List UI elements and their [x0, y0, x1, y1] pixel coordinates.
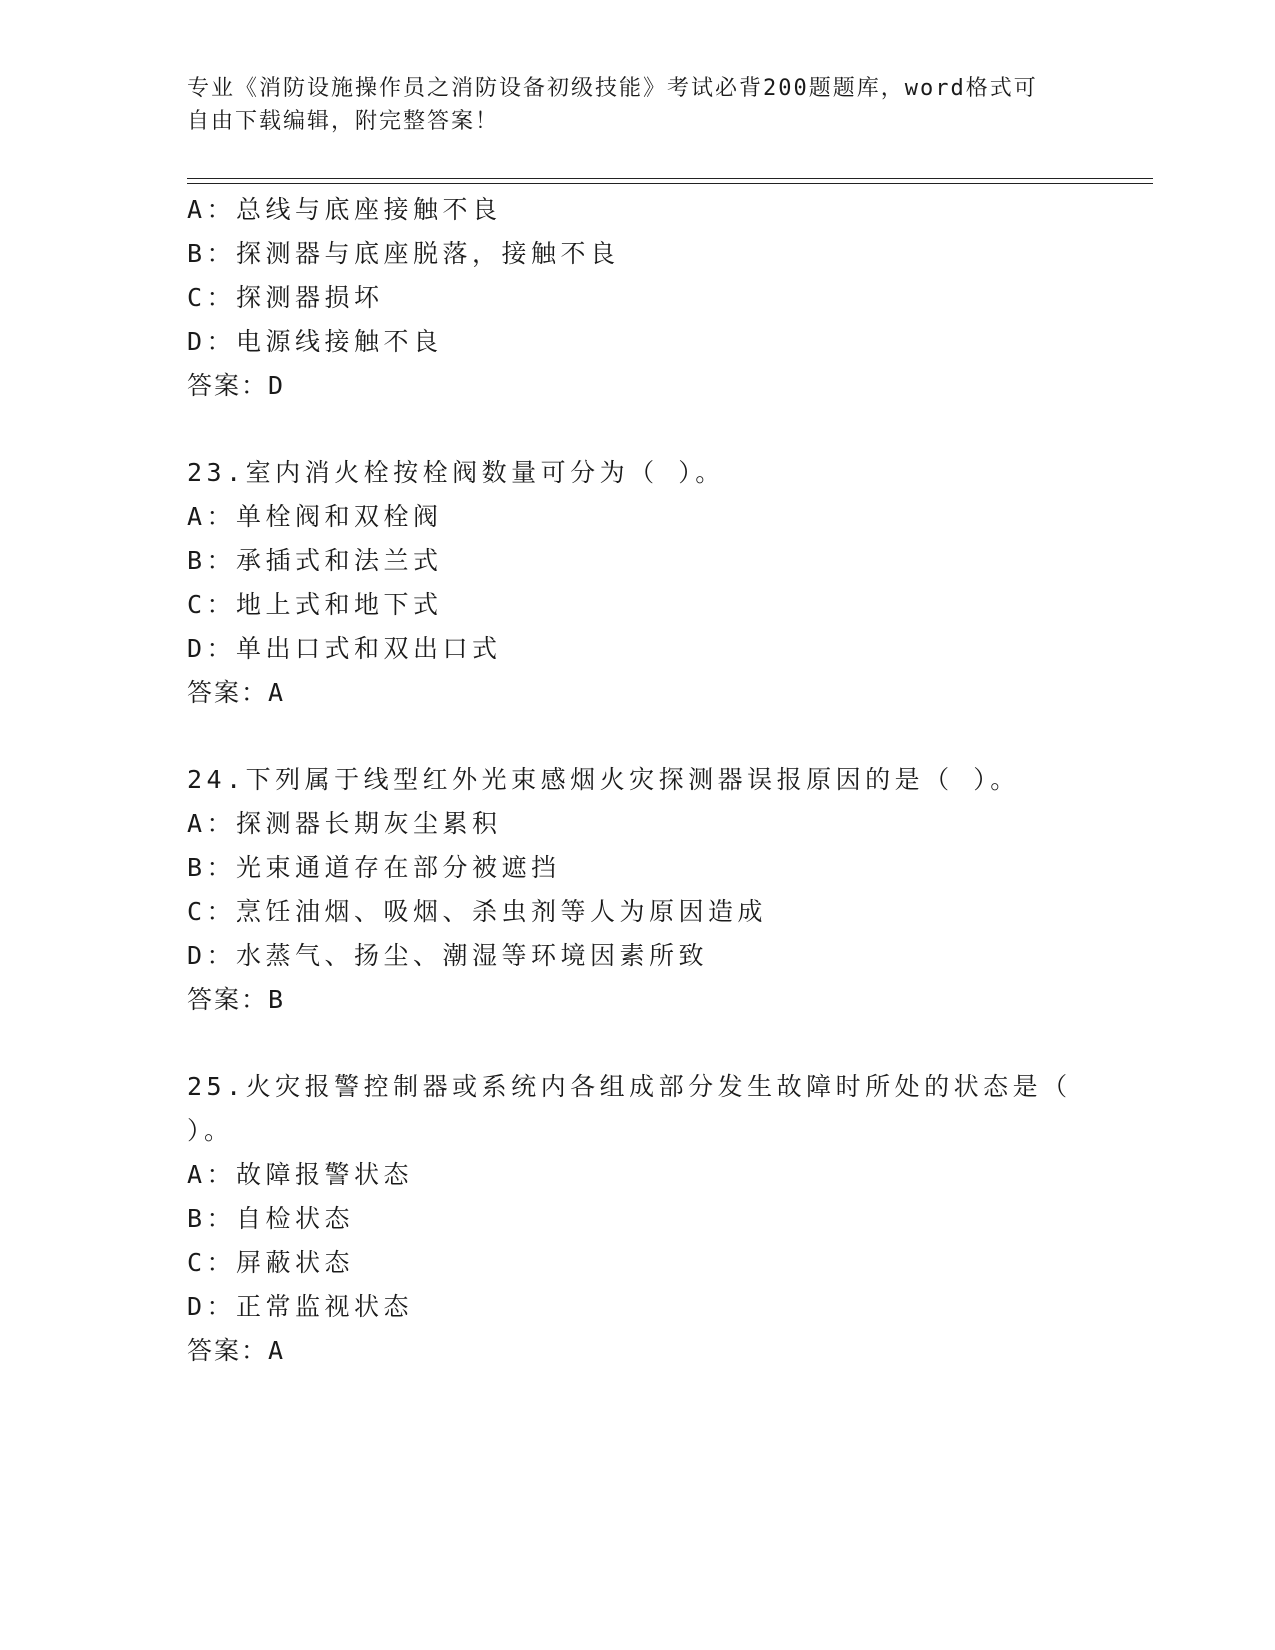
answer-label: 答案： — [187, 371, 269, 400]
answer-label: 答案： — [187, 678, 269, 707]
q25-option-a: A：故障报警状态 — [187, 1160, 414, 1189]
answer-label: 答案： — [187, 1336, 269, 1365]
q23-option-d: D：单出口式和双出口式 — [187, 634, 502, 663]
q24-stem: 24.下列属于线型红外光束感烟火灾探测器误报原因的是（ ）。 — [187, 765, 1020, 794]
q23-option-b: B：承插式和法兰式 — [187, 546, 443, 575]
q24-option-d: D：水蒸气、扬尘、潮湿等环境因素所致 — [187, 941, 709, 970]
q22-option-c: C：探测器损坏 — [187, 283, 384, 312]
q23-answer — [187, 678, 285, 708]
q25-answer — [187, 1336, 285, 1366]
q22-option-a: A：总线与底座接触不良 — [187, 195, 502, 224]
q22-option-d: D：电源线接触不良 — [187, 327, 443, 356]
q25-option-b: B：自检状态 — [187, 1204, 355, 1233]
q24-option-c: C：烹饪油烟、吸烟、杀虫剂等人为原因造成 — [187, 897, 768, 926]
q25-option-c: C：屏蔽状态 — [187, 1248, 355, 1277]
header-divider-top — [187, 178, 1153, 179]
q23-option-c: C：地上式和地下式 — [187, 590, 443, 619]
q22-option-b: B：探测器与底座脱落，接触不良 — [187, 239, 620, 268]
header-divider-bottom — [187, 183, 1153, 184]
header-line-2: 自由下载编辑，附完整答案！ — [187, 109, 500, 134]
q23-option-a: A：单栓阀和双栓阀 — [187, 502, 443, 531]
answer-value: D — [268, 371, 286, 400]
q25-stem-line-2: ）。 — [187, 1116, 234, 1145]
q23-stem: 23.室内消火栓按栓阀数量可分为（ ）。 — [187, 458, 725, 487]
answer-value: B — [268, 985, 286, 1014]
answer-label: 答案： — [187, 985, 269, 1014]
q25-stem-line-1: 25.火灾报警控制器或系统内各组成部分发生故障时所处的状态是（ — [187, 1072, 1072, 1101]
q24-answer — [187, 985, 285, 1015]
header-line-1: 专业《消防设施操作员之消防设备初级技能》考试必背200题题库，word格式可 — [187, 76, 1038, 101]
answer-value: A — [268, 1336, 286, 1365]
answer-value: A — [268, 678, 286, 707]
q25-option-d: D：正常监视状态 — [187, 1292, 414, 1321]
q24-option-a: A：探测器长期灰尘累积 — [187, 809, 502, 838]
q22-answer — [187, 371, 285, 401]
q24-option-b: B：光束通道存在部分被遮挡 — [187, 853, 561, 882]
document-header — [187, 72, 1087, 138]
